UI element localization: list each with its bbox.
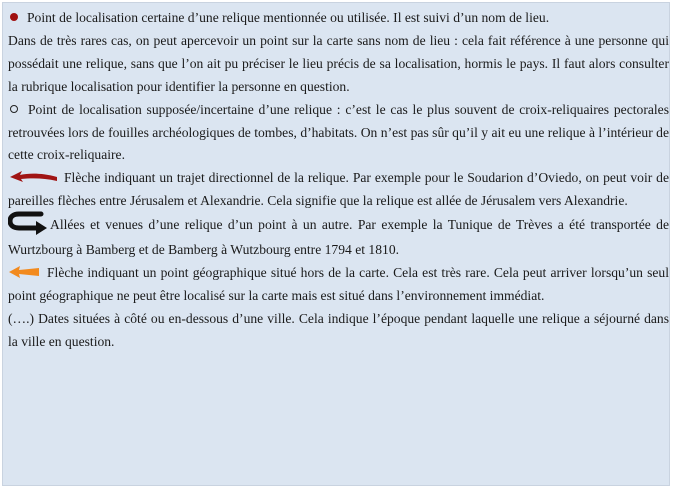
orange-arrow-icon [8,265,40,279]
legend-no-place-name: Dans de très rares cas, on peut apercevoir un point sur la carte sans nom de lieu : cela fait référence à une personne qui possédait une relique, sans que l’on ait pu préciser le lieu précis de sa localisation, hormis le pays. Il faut alors consulter la rubrique localisation pour identifier la personne en question. [8,32,669,94]
legend-round-trip-text: Allées et venues d’une relique d’un point à un autre. Par exemple la Tunique de Trèves a été transportée de Wurtzbourg à Bamberg et de Bamberg à Wutzbourg entre 1794 et 1810. [8,217,669,258]
legend-panel [2,2,670,486]
open-circle-icon [10,105,18,113]
red-dot-icon [10,13,18,21]
legend-item-uncertain [8,99,669,168]
legend-certain-text: Point de localisation certaine d’une relique mentionnée ou utilisée. Il est suivi d’un nom de lieu. [27,10,550,25]
u-turn-arrow-icon [8,211,48,237]
legend-uncertain-text: Point de localisation supposée/incertaine d’une relique : c’est le cas le plus souvent de croix-reliquaires pectorales retrouvées lors de fouilles archéologiques de tombes, d’habitats. On n’est pas sûr qu’il y ait eu une relique à l’intérieur de cette croix-reliquaire. [8,101,669,163]
legend-dates: (….) Dates situées à côté ou en-dessous d’une ville. Cela indique l’époque pendant laquelle une relique a séjourné dans la ville en question. [8,310,669,349]
legend-off-map-text: Flèche indiquant un point géographique situé hors de la carte. Cela est très rare. Cela peut arriver lorsqu’un seul point géographique ne peut être localisé sur la carte mais est situé dans l’environnement immédiat. [8,265,669,303]
legend-item-off-map [8,262,669,308]
legend-item-round-trip [8,213,669,262]
legend-direction-text: Flèche indiquant un trajet directionnel de la relique. Par exemple pour le Soudarion d’Oviedo, on peut voir de pareilles flèches entre Jérusalem et Alexandrie. Cela signifie que la relique est allée de Jérusalem vers Alexandrie. [8,170,669,209]
legend-text [8,7,669,354]
legend-item-certain [8,7,669,30]
legend-item-direction [8,167,669,213]
red-curved-arrow-icon [8,169,58,183]
